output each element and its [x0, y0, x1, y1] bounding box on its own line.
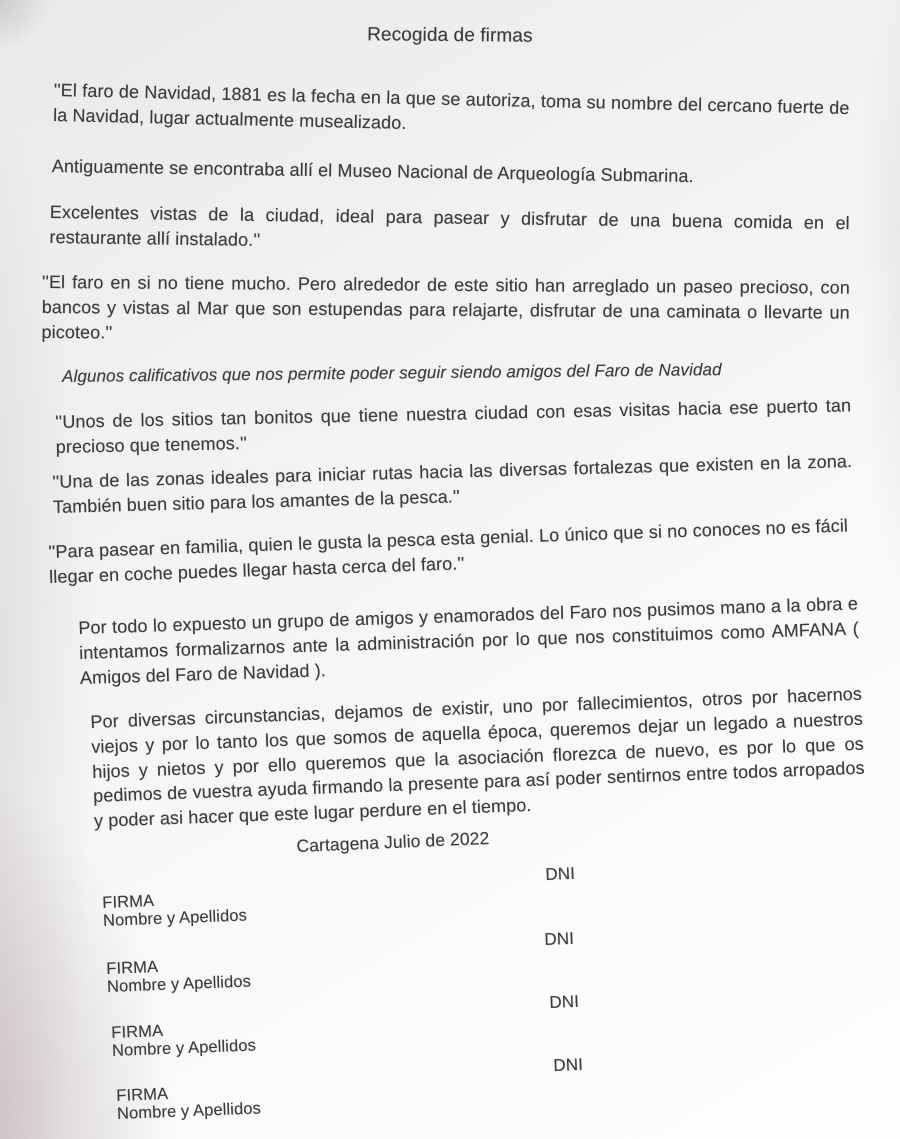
dni-label-3: DNI: [549, 991, 580, 1012]
firma-label-3: FIRMA: [111, 1022, 164, 1042]
note-calificativos-italic: Algunos calificativos que nos permite poder seguir siendo amigos del Faro de Navidad: [62, 360, 722, 386]
signature-block-1: [102, 888, 247, 930]
signature-block-3: [111, 1018, 256, 1060]
dni-label-1: DNI: [545, 863, 576, 884]
paragraph-pasear-en-familia: ''Para pasear en familia, quien le gusta la pesca esta genial. Lo único que si no conoces no es fácil llegar en coche puedes llegar hasta cerca del faro.'': [48, 515, 849, 587]
signature-block-4: [116, 1081, 261, 1123]
firma-label-2: FIRMA: [106, 958, 159, 978]
dni-label-2: DNI: [544, 928, 575, 949]
paragraph-amfana-constitucion: Por todo lo expuesto un grupo de amigos y enamorados del Faro nos pusimos mano a la obra e intentamos formalizarnos ante la administración por lo que nos constituimos como AMFANA ( Amigos del Faro de Navidad ).: [78, 593, 860, 688]
page-title: Recogida de firmas: [367, 24, 533, 47]
firma-label-1: FIRMA: [102, 892, 155, 912]
signature-block-2: [106, 954, 251, 996]
firma-label-4: FIRMA: [116, 1085, 169, 1105]
paragraph-excelentes-vistas: Excelentes vistas de la ciudad, ideal para pasear y disfrutar de una buena comida en el restaurante allí instalado.'': [49, 201, 850, 250]
paragraph-paseo-precioso: ''El faro en si no tiene mucho. Pero alrededor de este sitio han arreglado un paseo precioso, con bancos y vistas al Mar que son estupendas para relajarte, disfrutar de una caminata o llevarte un picoteo.'': [41, 271, 850, 343]
name-label-3: Nombre y Apellidos: [111, 1036, 257, 1061]
date-line: Cartagena Julio de 2022: [296, 827, 490, 856]
paragraph-sitios-bonitos: ''Unos de los sitios tan bonitos que tiene nuestra ciudad con esas visitas hacia ese puerto tan precioso que tenemos.'': [55, 395, 852, 457]
dni-label-4: DNI: [553, 1054, 584, 1075]
paragraph-peticion-firmas: Por diversas circunstancias, dejamos de existir, uno por fallecimientos, otros por hacernos viejos y por lo tanto los que somos de aquella época, queremos dejar un legado a nuestros hijos y nietos y por ello queremos que la asociación florezca de nuevo, es por lo que os pedimos de vuestra ayuda firmando la presente para así poder sentirnos entre todos arropados y poder asi hacer que este lugar perdure en el tiempo.: [90, 683, 866, 832]
paragraph-zonas-ideales: ''Una de las zonas ideales para iniciar rutas hacia las diversas fortalezas que existen en la zona. También buen sitio para los amantes de la pesca.'': [52, 451, 853, 517]
paragraph-faro-navidad-intro: ''El faro de Navidad, 1881 es la fecha en la que se autoriza, toma su nombre del cercano fuerte de la Navidad, lugar actualmente musealizado.: [52, 79, 850, 133]
name-label-1: Nombre y Apellidos: [102, 906, 248, 931]
paragraph-museo-arqueologia: Antiguamente se encontraba allí el Museo Nacional de Arqueología Submarina.: [51, 155, 694, 187]
name-label-4: Nombre y Apellidos: [116, 1099, 262, 1124]
name-label-2: Nombre y Apellidos: [106, 972, 252, 997]
